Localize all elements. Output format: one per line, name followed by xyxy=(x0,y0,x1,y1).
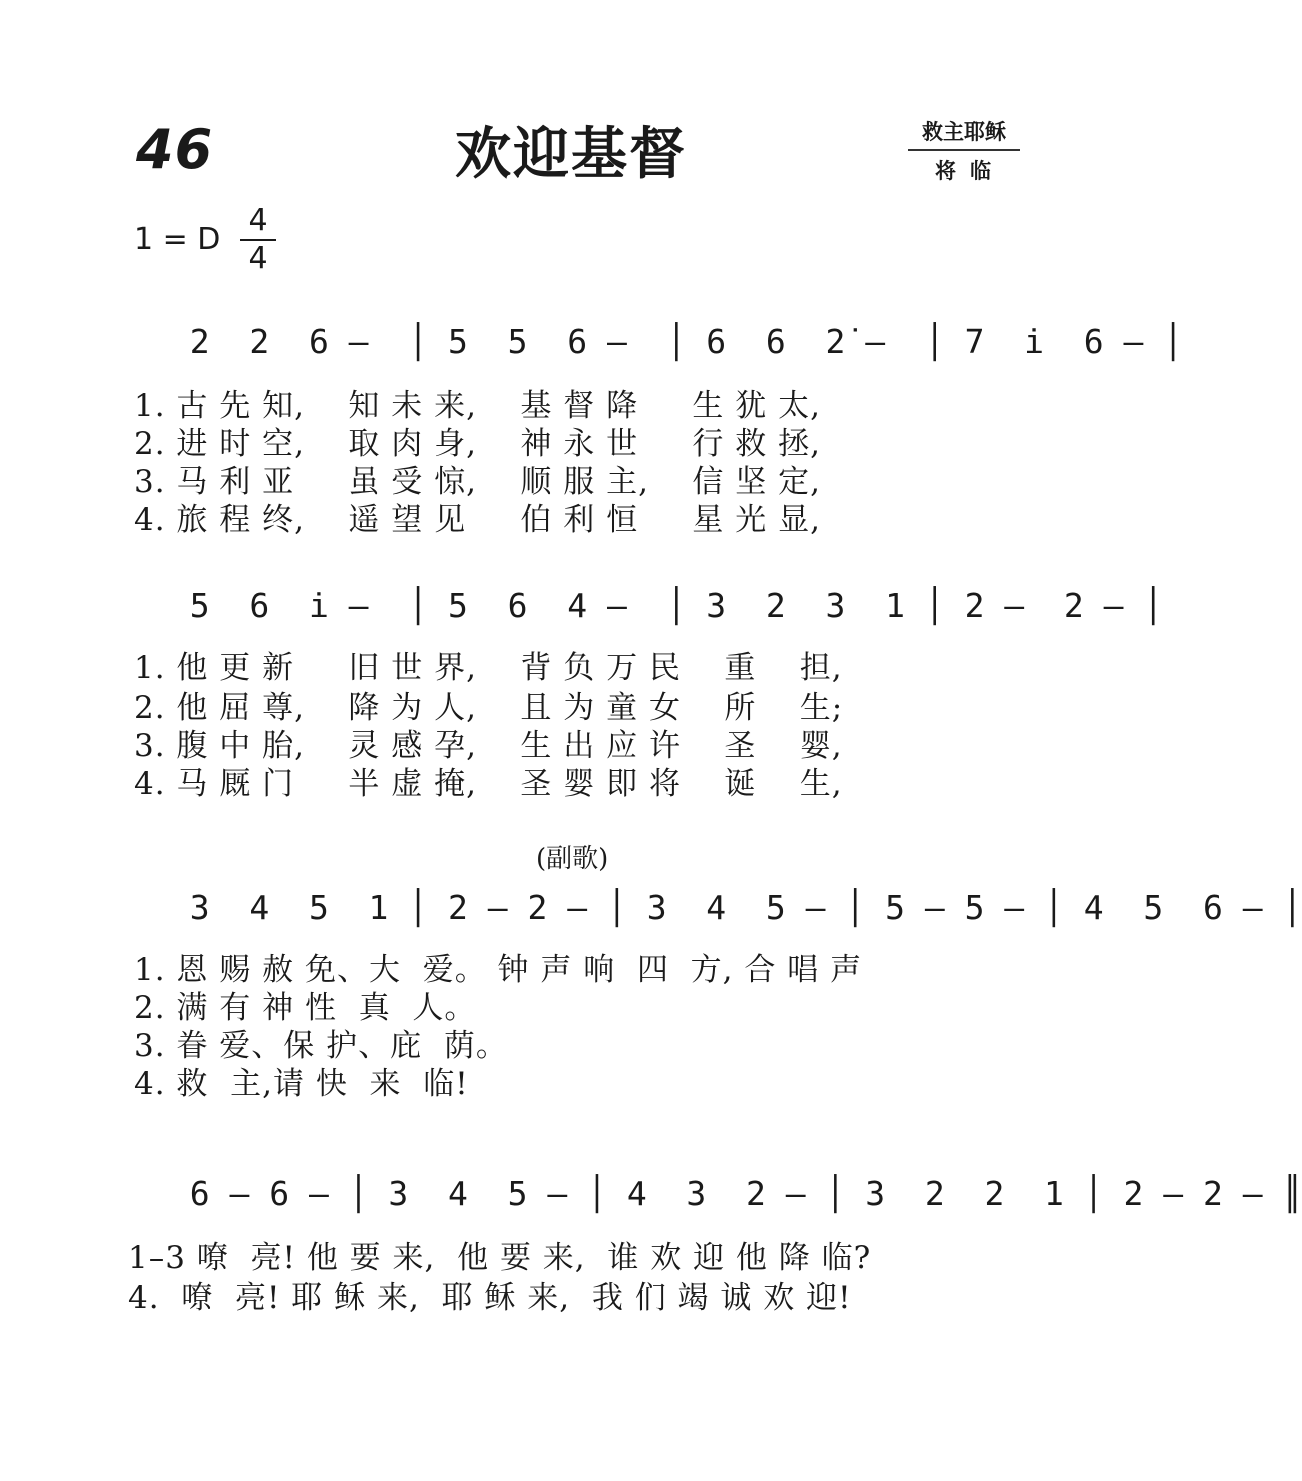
lyric-line-1-1: 1. 古 先 知, 知 未 来, 基 督 降 生 犹 太, xyxy=(134,388,821,424)
lyric-line-2-4: 4. 马 厩 门 半 虚 掩, 圣 婴 即 将 诞 生, xyxy=(134,766,843,802)
key-signature: 1 = D xyxy=(134,222,221,257)
lyric-line-4-1: 1–3 嘹 亮! 他 要 来, 他 要 来, 谁 欢 迎 他 降 临? xyxy=(128,1240,872,1276)
lyric-line-2-3: 3. 腹 中 胎, 灵 感 孕, 生 出 应 许 圣 婴, xyxy=(134,728,843,764)
lyric-line-1-4: 4. 旅 程 终, 遥 望 见 伯 利 恒 星 光 显, xyxy=(134,502,821,538)
lyric-line-3-3: 3. 眷 爱、保 护、庇 荫。 xyxy=(134,1028,508,1064)
lyric-line-3-4: 4. 救 主,请 快 来 临! xyxy=(134,1066,469,1102)
notes-line-3: 3 4 5 1 │ 2 – 2 – │ 3 4 5 – │ 5 – 5 – │ 4 5 6 – │ xyxy=(150,888,1302,927)
subtitle-top: 救主耶稣 xyxy=(908,116,1020,151)
time-signature xyxy=(240,204,276,276)
lyric-line-3-1: 1. 恩 赐 赦 免、大 爱。 钟 声 响 四 方, 合 唱 声 xyxy=(134,952,863,988)
notes-line-4: 6 – 6 – │ 3 4 5 – │ 4 3 2 – │ 3 2 2 1 │ 2 – 2 – ║ xyxy=(150,1174,1302,1213)
chorus-label: (副歌) xyxy=(536,844,609,874)
lyric-line-2-1: 1. 他 更 新 旧 世 界, 背 负 万 民 重 担, xyxy=(134,650,843,686)
notes-line-2: 5 6 i̇ – │ 5 6 4 – │ 3 2 3 1 │ 2 – 2 – │ xyxy=(150,586,1164,625)
lyric-line-4-2: 4. 嘹 亮! 耶 稣 来, 耶 稣 来, 我 们 竭 诚 欢 迎! xyxy=(128,1280,852,1316)
subtitle-block xyxy=(908,116,1020,185)
subtitle-bottom: 将临 xyxy=(935,159,1005,183)
lyric-line-1-3: 3. 马 利 亚 虽 受 惊, 顺 服 主, 信 坚 定, xyxy=(134,464,821,500)
notes-line-1: 2 2 6 – │ 5 5 6 – │ 6 6 2̇ – │ 7 i̇ 6 – │ xyxy=(150,322,1184,361)
hymn-number: 46 xyxy=(136,118,214,181)
time-denominator: 4 xyxy=(248,241,268,276)
lyric-line-1-2: 2. 进 时 空, 取 肉 身, 神 永 世 行 救 拯, xyxy=(134,426,821,462)
lyric-line-3-2: 2. 满 有 神 性 真 人。 xyxy=(134,990,477,1026)
time-numerator: 4 xyxy=(248,203,268,238)
hymn-title: 欢迎基督 xyxy=(455,122,687,187)
lyric-line-2-2: 2. 他 屈 尊, 降 为 人, 且 为 童 女 所 生; xyxy=(134,690,844,726)
